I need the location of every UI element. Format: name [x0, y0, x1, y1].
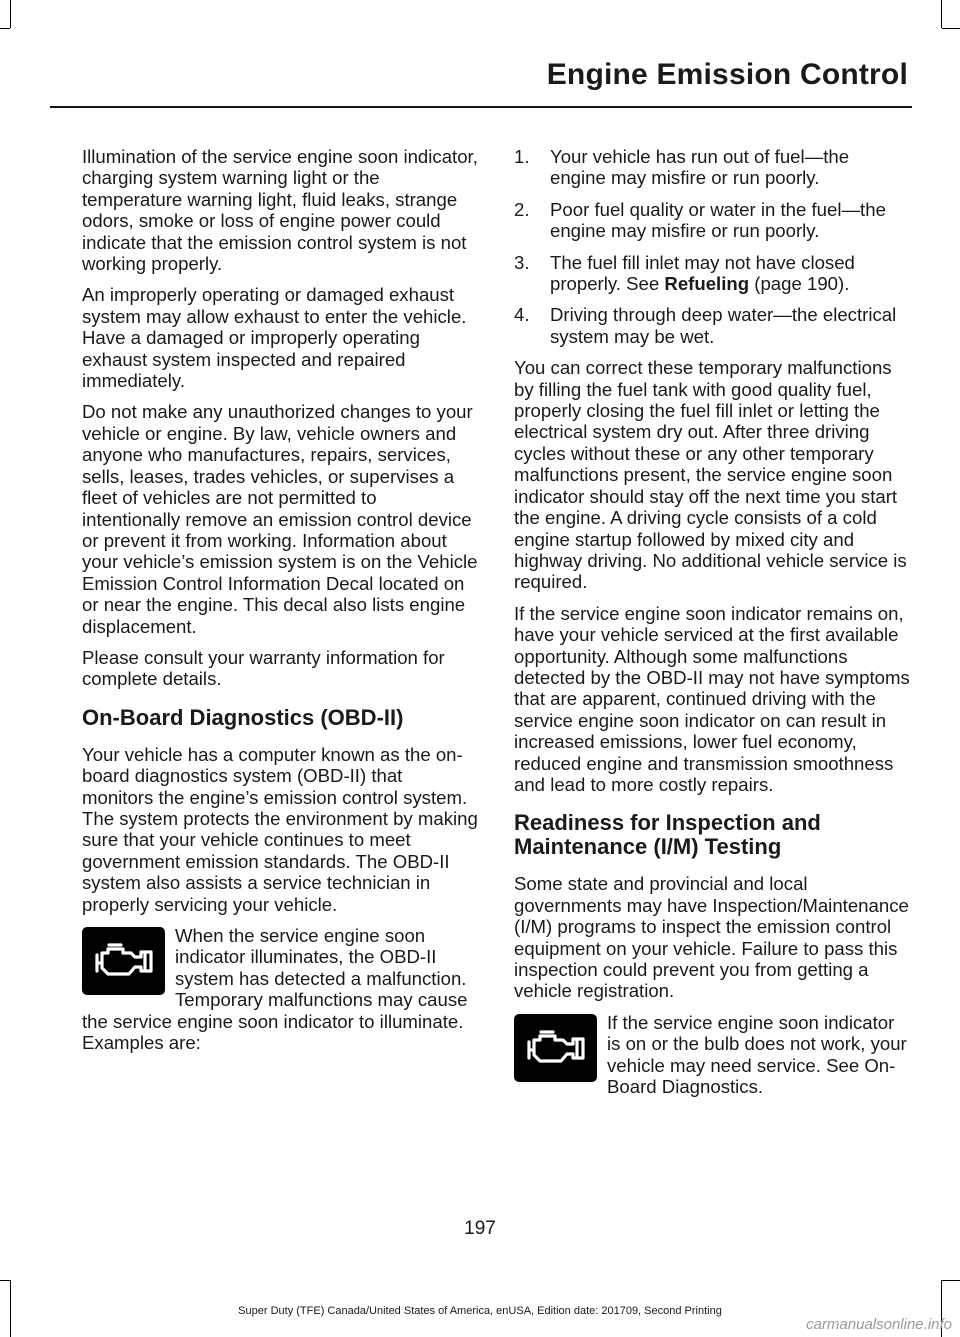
left-column: [82, 146, 478, 1053]
paragraph: Some state and provincial and local governments may have Inspection/Maintenance (I/M) programs to inspect the emission control equipment on your vehicle. Failure to pass this inspection could prevent you from getting a vehicle registration.: [514, 873, 909, 1002]
right-column: [514, 146, 910, 1097]
icon-paragraph: [82, 925, 478, 1053]
paragraph: If the service engine soon indicator remains on, have your vehicle serviced at the first available opportunity. Although some malfunctions detected by the OBD-II may not have symptoms that are apparent, continued driving with the service engine soon indicator on can result in increased emissions, lower fuel economy, reduced engine and transmission smoothness and lead to more costly repairs.: [514, 602, 910, 795]
watermark: carmanualsonline.info: [806, 1316, 952, 1333]
page-number: 197: [464, 1218, 496, 1239]
paragraph: Illumination of the service engine soon indicator, charging system warning light or the temperature warning light, fluid leaks, strange odors, smoke or loss of engine power could indicate that the emission control system is not working properly.: [82, 146, 478, 275]
section-heading-obd: On-Board Diagnostics (OBD-II): [82, 704, 404, 730]
icon-paragraph-text: If the service engine soon indicator is on or the bulb does not work, your vehicle may need service. See On-Board Diagnostics.: [607, 1011, 907, 1098]
paragraph: Your vehicle has a computer known as the on-board diagnostics system (OBD-II) that monitors the engine’s emission control system. The system protects the environment by making sure that your vehicle continues to meet government emission standards. The OBD-II system also assists a service technician in properly servicing your vehicle.: [82, 743, 478, 915]
list-item: 2. Poor fuel quality or water in the fuel—the engine may misfire or run poorly.: [514, 198, 886, 242]
list-item: 1. Your vehicle has run out of fuel—the engine may misfire or run poorly.: [514, 146, 850, 189]
paragraph: You can correct these temporary malfunctions by filling the fuel tank with good quality fuel, properly closing the fuel fill inlet or letting the electrical system dry out. After three driving cycles without these or any other temporary malfunctions present, the service engine soon indicator should stay off the next time you start the engine. A driving cycle consists of a cold engine startup followed by mixed city and highway driving. No additional vehicle service is required.: [514, 357, 907, 593]
header-divider: [50, 106, 912, 108]
engine-warning-icon: [514, 1014, 597, 1082]
crop-mark: [0, 1280, 10, 1281]
list-item: 4. Driving through deep water—the electrical system may be wet.: [514, 304, 897, 347]
crop-mark: [942, 28, 960, 29]
crop-mark: [942, 1280, 960, 1281]
refueling-link[interactable]: Refueling: [664, 273, 750, 295]
icon-paragraph-text: When the service engine soon indicator illuminates, the OBD-II system has detected a malfunction. Temporary malfunctions may cause the service engine soon indicator to illuminate. Examples are:: [82, 925, 468, 1054]
temporary-malfunction-list: [514, 146, 910, 347]
icon-paragraph: [514, 1012, 910, 1098]
engine-warning-icon: [82, 927, 165, 995]
crop-mark: [0, 28, 10, 29]
list-item: 3. The fuel fill inlet may not have closed properly. See Refueling (page 190).: [514, 251, 855, 295]
footer-edition-info: Super Duty (TFE) Canada/United States of America, enUSA, Edition date: 201709, Second Printing: [238, 1305, 722, 1317]
section-heading-im-testing: Readiness for Inspection and Maintenance (I/M) Testing: [514, 810, 821, 860]
paragraph: Do not make any unauthorized changes to your vehicle or engine. By law, vehicle owners and anyone who manufactures, repairs, services, sells, leases, trades vehicles, or supervises a fleet of vehicles are not permitted to intentionally remove an emission control device or prevent it from working. Information about your vehicle’s emission system is on the Vehicle Emission Control Information Decal located on or near the engine. This decal also lists engine displacement.: [82, 401, 478, 637]
page-title: Engine Emission Control: [546, 58, 908, 91]
paragraph: Please consult your warranty information for complete details.: [82, 646, 445, 690]
crop-mark: [941, 0, 942, 28]
paragraph: An improperly operating or damaged exhaust system may allow exhaust to enter the vehicle. Have a damaged or improperly operating exhaust system inspected and repaired immediately.: [82, 284, 467, 392]
crop-mark: [10, 0, 11, 28]
